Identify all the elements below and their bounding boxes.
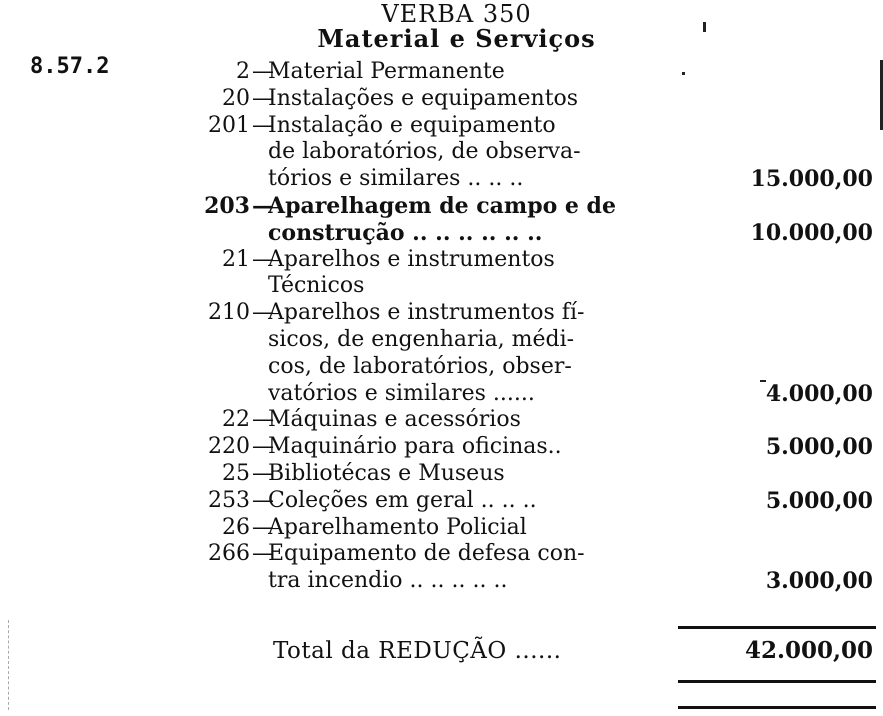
budget-row xyxy=(0,273,883,299)
row-code: 220 xyxy=(208,434,250,460)
row-description: Coleções em geral .. .. .. xyxy=(268,487,537,513)
budget-row xyxy=(0,86,883,112)
row-description: Equipamento de defesa con- xyxy=(268,541,585,567)
row-description: tórios e similares .. .. .. xyxy=(268,166,524,192)
row-description: cos, de laboratórios, obser- xyxy=(268,353,572,379)
row-dash: — xyxy=(252,514,274,540)
row-code: 25 xyxy=(222,461,250,486)
document-title: VERBA 350 xyxy=(381,0,532,28)
row-code: 203 xyxy=(204,193,250,219)
budget-row xyxy=(0,541,883,567)
total-amount: 42.000,00 xyxy=(744,637,873,664)
row-dash: — xyxy=(252,434,274,460)
budget-row xyxy=(0,434,883,460)
budget-row xyxy=(0,381,883,407)
total-bottom-rule-2 xyxy=(678,706,876,709)
budget-row xyxy=(0,568,883,594)
scan-mark xyxy=(703,22,706,32)
row-code: 20 xyxy=(222,85,250,111)
scan-mark xyxy=(682,72,685,75)
total-label: Total da REDUÇÃO ...... xyxy=(273,638,562,664)
row-code: 21 xyxy=(222,246,250,272)
row-amount: 5.000,00 xyxy=(765,434,873,461)
scan-mark xyxy=(760,380,766,382)
row-code: 26 xyxy=(222,514,250,540)
total-row xyxy=(0,636,883,666)
row-description: vatórios e similares ...... xyxy=(268,380,535,406)
row-amount: 10.000,00 xyxy=(750,219,873,246)
row-amount: 5.000,00 xyxy=(765,487,873,514)
row-description: de laboratórios, de observa- xyxy=(268,139,581,165)
section-code: 8.57.2 xyxy=(30,54,110,79)
budget-row xyxy=(0,515,883,541)
row-dash: — xyxy=(252,193,274,219)
row-dash: — xyxy=(252,300,274,326)
budget-row xyxy=(0,488,883,514)
margin-mark xyxy=(8,620,9,710)
budget-row xyxy=(0,461,883,487)
row-description: Aparelhos e instrumentos xyxy=(268,246,555,272)
total-top-rule xyxy=(678,626,876,629)
row-description: Aparelhagem de campo e de xyxy=(268,193,616,219)
row-dash: — xyxy=(252,85,274,111)
row-description: Maquinário para oficinas.. xyxy=(268,434,562,460)
row-code: 22 xyxy=(222,407,250,433)
budget-row xyxy=(0,113,883,139)
row-code: 201 xyxy=(208,112,250,138)
row-dash: — xyxy=(252,461,274,486)
row-amount: 4.000,00 xyxy=(765,380,873,407)
budget-row xyxy=(0,59,883,85)
budget-row xyxy=(0,247,883,273)
row-code: 253 xyxy=(208,487,250,513)
row-dash: — xyxy=(252,59,274,84)
row-description: Técnicos xyxy=(268,273,365,299)
row-dash: — xyxy=(252,541,274,567)
row-description: Instalação e equipamento xyxy=(268,112,556,138)
row-amount: 3.000,00 xyxy=(765,568,873,595)
row-code: 210 xyxy=(208,300,250,326)
row-description: tra incendio .. .. .. .. .. xyxy=(268,568,508,594)
row-code: 266 xyxy=(208,541,250,567)
row-description: Instalações e equipamentos xyxy=(268,85,579,111)
row-description: sicos, de engenharia, médi- xyxy=(268,327,575,352)
budget-row xyxy=(0,193,883,219)
row-dash: — xyxy=(252,407,274,433)
row-dash: — xyxy=(252,112,274,138)
row-description: Máquinas e acessórios xyxy=(268,407,521,433)
budget-row xyxy=(0,166,883,192)
budget-row xyxy=(0,407,883,433)
row-description: Material Permanente xyxy=(268,59,505,84)
budget-row xyxy=(0,327,883,353)
row-description: Aparelhos e instrumentos fí- xyxy=(268,300,585,326)
budget-row xyxy=(0,300,883,326)
document-subtitle: Material e Serviços xyxy=(317,24,596,53)
row-code: 2 xyxy=(236,59,250,84)
row-description: Bibliotécas e Museus xyxy=(268,461,505,486)
row-amount: 15.000,00 xyxy=(750,166,873,193)
row-dash: — xyxy=(252,246,274,272)
total-bottom-rule-1 xyxy=(678,680,876,683)
row-description: Aparelhamento Policial xyxy=(268,514,527,540)
row-dash: — xyxy=(252,487,274,513)
budget-row xyxy=(0,139,883,165)
row-description: construção .. .. .. .. .. .. xyxy=(268,219,543,246)
budget-row xyxy=(0,354,883,380)
budget-row xyxy=(0,220,883,246)
